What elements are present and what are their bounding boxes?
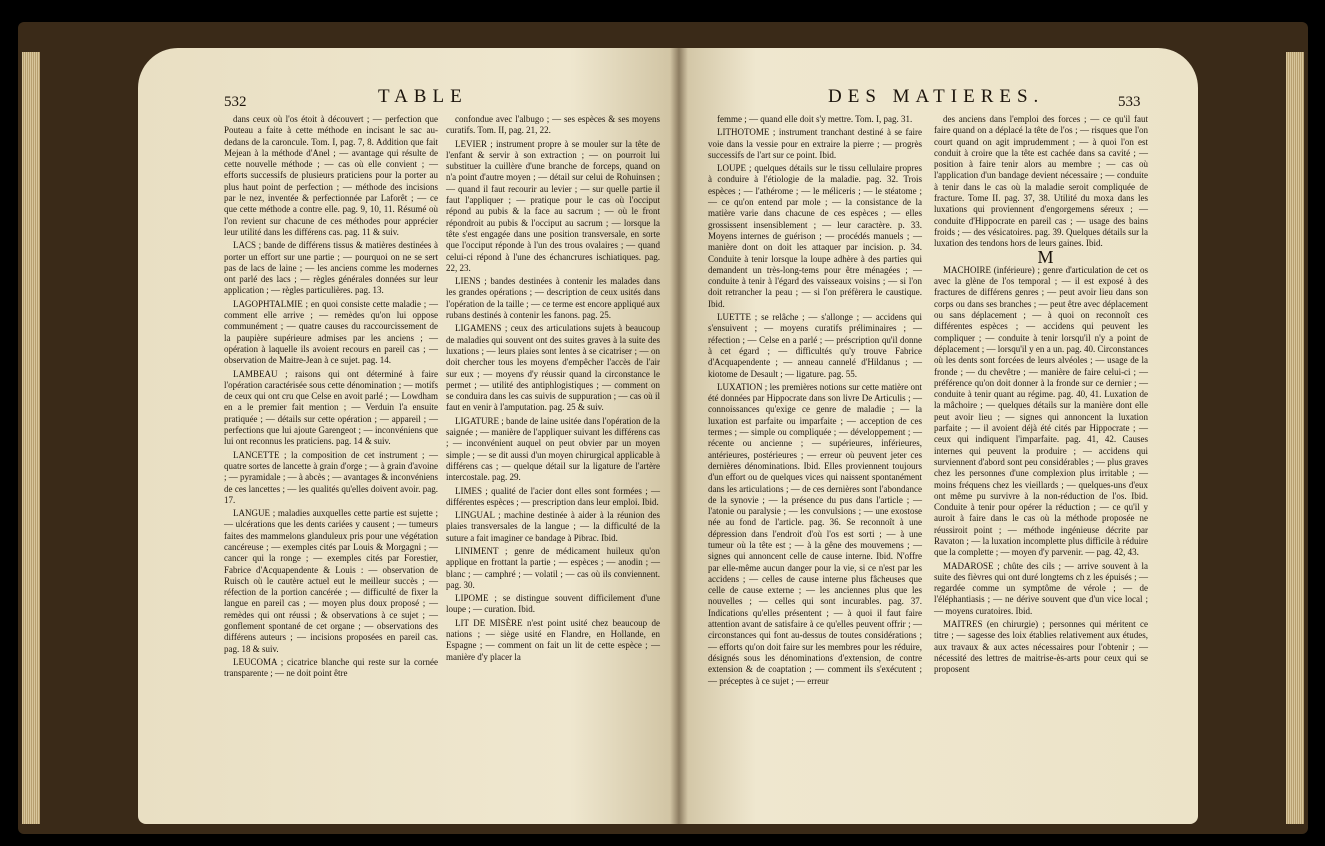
index-entry: LIGATURE ; bande de laine usitée dans l'opération de la saignée ; — manière de l'appliquer suivant les différens cas ; — inconvénient auquel on peut obvier par un moyen simple ; — se dit aussi d'un moyen chirurgical applicable à différens cas ; — quelque détail sur la ligature de l'artère intercostale. pag. 29. (446, 415, 660, 483)
index-entry: LANGUE ; maladies auxquelles cette partie est sujette ; — ulcérations que les dents cariées y causent ; — tumeurs faites des mammelons glanduleux pris pour une végétation cancéreuse ; — exemples cités par Louis & Morgagni ; — cancer qui la ronge ; — exemples cités par Forestier, Fabrice d'Acquapendente & Louis : — observation de Ruisch où le cautère actuel eut le meilleur succès ; — réfection de la portion cancérée ; — difficulté de fixer la langue en pareil cas ; — moyen plus doux proposé ; — remèdes qui ont réussi ; & observations à ce sujet ; — gonflement spontané de cet organe ; — observations des différens auteurs ; — incisions proposées en pareil cas. pag. 18 & suiv. (224, 508, 438, 654)
right-page (678, 48, 1198, 824)
index-entry: dans ceux où l'os étoit à découvert ; — perfection que Pouteau a faite à cette méthode en incisant le sac au-dedans de la caroncule. Tom. I, pag. 7, 8. Addition que fait Mejean à la méthode d'Anel ; — avantage qui résulte de cette nouvelle méthode ; — cas où elle convient ; — efforts successifs de plusieurs praticiens pour la porter au plus haut point de perfection ; — méthode des incisions par le nez, inventée & perfectionnée par Laforêt ; — ce que cette méthode a contre elle. pag. 9, 10, 11. Résumé où l'on revient sur chacune de ces méthodes pour apprécier leur utilité dans les différens cas. pag. 11 & suiv. (224, 114, 438, 237)
left-column-2 (446, 114, 660, 665)
index-entry: femme ; — quand elle doit s'y mettre. Tom. I, pag. 31. (717, 114, 913, 124)
index-entry: MAITRES (en chirurgie) ; personnes qui méritent ce titre ; — sagesse des loix établies relativement aux études, aux travaux & aux actes nécessaires pour l'obtenir ; — nécessité des lettres de maitrise-ès-arts pour ceux qui se proposent (934, 619, 1148, 675)
index-entry: LUXATION ; les premières notions sur cette matière ont été données par Hippocrate dans son livre De Articulis ; — connoissances qu'exige ce genre de maladie ; — la luxation est parfaite ou imparfaite ; — acception de ces termes ; — simple ou compliquée ; — développement ; — récente ou ancienne ; — supérieures, inférieures, antérieures, postérieures ; — erreur où peuvent jeter ces dernières dénominations. Ibid. Elles proviennent toujours d'un effort ou de quelques vices qui naissent spontanément dans les articulations ; — de ces dernières sont l'abondance de la synovie ; — la présence du pus dans l'article ; — l'atonie ou paralysie ; — les convulsions ; — une exostose née au fond de l'article. pag. 36. Se reconnoît à une dépression dans l'endroit d'où l'os est sorti ; — à une tumeur où la tête est ; — à la gêne des mouvemens ; — signes qui annoncent celle de cause interne. Ibid. N'offre par elle-même aucun danger pour la vie, si ce n'est par les accidens ; — celles de cause interne plus fâcheuses que celle de cause externe ; — les anciennes plus que les nouvelles ; — celles qui sont incurables. pag. 37. Indications qu'elles présentent ; — à quoi il faut faire attention avant de satisfaire à ce qu'elles peuvent offrir ; — circonstances qui font au-dessus de toutes considérations ; — efforts qu'on doit faire sur les membres pour les réduire, désignés sous les dénominations d'extension, de contre extension & de coaptation ; — comment ils s'exécutent ; — préceptes à ce sujet ; — erreur (708, 381, 922, 686)
page-number-left: 532 (224, 94, 247, 110)
index-entry: LAMBEAU ; raisons qui ont déterminé à faire l'opération caractérisée sous cette dénomination ; — motifs de ceux qui ont cru que Celse en avoit parlé ; — Lowdham en a le premier fait mention ; — Verduin l'a ensuite pratiquée ; — détails sur cette opération ; — appareil ; — perfections que lui ajoute Garengeot ; — inconvéniens que lui ont reconnus les praticiens. pag. 14 & suiv. (224, 368, 438, 447)
index-entry: LIENS ; bandes destinées à contenir les malades dans les grandes opérations ; — description de ceux usités dans l'opération de la taille ; — ce terme est encore appliqué aux rubans destinés à contenir les fanons. pag. 25. (446, 276, 660, 321)
index-entry: LIT DE MISÈRE n'est point usité chez beaucoup de nations ; — siège usité en Flandre, en Hollande, en Espagne ; — comment on fait un lit de cette espèce ; — manière d'y placer la (446, 617, 660, 662)
index-entry: MADAROSE ; chûte des cils ; — arrive souvent à la suite des fièvres qui ont duré longtems ch z les épuisés ; — regardée comme un symptôme de vérole ; — de l'éléphantiasis ; — ne dérive souvent que d'un vice local ; — moyens curatoires. Ibid. (934, 560, 1148, 616)
book-gutter (670, 48, 688, 824)
index-entry: MACHOIRE (inférieure) ; genre d'articulation de cet os avec la glène de l'os temporal ; — il est exposé à des fractures de différens genres ; — peut avoir lieu dans son corps ou dans ses branches ; — peut être avec déplacement ou sans déplacement ; — à quoi on reconnoît ces différentes espèces ; — accidens qui peuvent les compliquer ; — conduite à tenir lorsqu'il n'y a point de déplacement ; — lorsqu'il y en a un. pag. 40. Circonstances où les dents sont forcées de leurs alvéoles ; — usage de la fronde ; — du chevêtre ; — manière de faire celui-ci ; — préférence qu'on doit donner à la fronde sur ce dernier ; — conduite à tenir quant au régime. pag. 40, 41. Luxation de la mâchoire ; — quelques détails sur la manière dont elle peut avoir lieu ; — signes qui annoncent la luxation parfaite ; — il avoient déjà été cités par Hippocrate ; — ceux qui indiquent l'imparfaite. pag. 41, 42. Causes internes qui peuvent la produire ; — accidens qui surviennent d'abord sont peu considérables ; — plus graves chez les personnes d'une complexion plus irritable ; — moins fréquens chez les vieillards ; — quelques-uns d'eux ont même pu survivre à la non-réduction de l'os. Ibid. Conduite à tenir pour opérer la réduction ; — ce qu'il y auroit à faire dans le cas où la méthode proposée ne réussiroit point ; — méthode ingénieuse décrite par Ravaton ; — la luxation incomplette plus difficile à réduire que la complette ; — moyen d'y parvenir. — pag. 42, 43. (934, 264, 1148, 558)
left-page (138, 48, 678, 824)
page-number-right: 533 (1118, 94, 1141, 110)
page-edges-right (1286, 52, 1304, 824)
index-entry: LIGAMENS ; ceux des articulations sujets à beaucoup de maladies qui souvent ont des suites graves à la suite des luxations ; — leurs plaies sont lentes à se cicatriser ; — on doit chercher tous les moyens d'empêcher l'accès de l'air sur eux ; — moyens d'y réussir quand la circonstance le permet ; — utilité des antiphlogistiques ; — comment on se conduira dans les cas suivis de suppuration ; — cas où il faut en venir à l'amputation. pag. 25 & suiv. (446, 323, 660, 413)
open-book (18, 22, 1308, 834)
index-entry: confondue avec l'albugo ; — ses espèces & ses moyens curatifs. Tom. II, pag. 21, 22. (446, 114, 660, 136)
index-entry: LACS ; bande de différens tissus & matières destinées à porter un effort sur une partie ; — pourquoi on ne se sert pas de lacs de laine ; — les anciens comme les modernes ont parlé des lacs ; — règles générales données sur leur application ; — règles particulières. pag. 13. (224, 240, 438, 296)
running-head-left: TABLE (378, 86, 468, 107)
index-entry: LOUPE ; quelques détails sur le tissu cellulaire propres à conduire à l'étiologie de la maladie. pag. 32. Trois espèces ; — l'athérome ; — le méliceris ; — le stéatome ; — ce qu'on entend par mole ; — la consistance de la matière varie dans chacune de ces espèces ; — elles grossissent insensiblement ; — leur caractère. p. 33. Moyens internes de guérison ; — procédés manuels ; — manière dont on doit les attaquer par incision. p. 34. Conduite à tenir lorsque la loupe adhère à des parties qui demandent un très-long-tems pour être ménagées ; — conduite à tenir à l'égard des vaisseaux voisins ; — si l'on doit retrancher la peau ; — si l'on préfèrera le caustique. Ibid. (708, 163, 922, 309)
running-head-right: DES MATIERES. (828, 86, 1045, 107)
index-entry: LANCETTE ; la composition de cet instrument ; — quatre sortes de lancette à grain d'orge ; — à grain d'avoine ; — pyramidale ; — à abcès ; — avantages & inconvéniens de ces lancettes ; — les qualités qu'elles doivent avoir. pag. 17. (224, 449, 438, 505)
left-column-1 (224, 114, 438, 682)
index-entry: LIMES ; qualité de l'acier dont elles sont formées ; — différentes espèces ; — prescription dans leur emploi. Ibid. (446, 485, 660, 507)
index-entry: LEVIER ; instrument propre à se mouler sur la tête de l'enfant & servir à son extraction ; — on pourroit lui substituer la cuillère d'une branche de forceps, quand on n'a point d'autre moyen ; — détail sur celui de Rohuinsen ; — quand il faut recourir au levier ; — sur quelle partie il faut l'appliquer ; — pratique pour le cas où l'occiput répond au pubis & la face au sacrum ; — où le front répondroit au pubis & l'occiput au sacrum ; — lorsque la tête s'est engagée dans une position transversale, en sorte que l'occiput réponde à l'un des trous ovalaires ; — quand celui-ci répond à l'une des échancrures ischiatiques. pag. 22, 23. (446, 138, 660, 273)
right-column-1 (708, 114, 922, 689)
index-entry: des anciens dans l'emploi des forces ; — ce qu'il faut faire quand on a déplacé la tête de l'os ; — risques que l'on court quand on agit imprudemment ; — à quoi l'on est conduit à croire que la tête est cachée dans sa cavité ; — position à faire tenir alors au membre ; — cas où l'application d'un bandage devient nécessaire ; — conduite à tenir dans le cas où la maladie seroit compliquée de fracture. Tome II. pag. 37, 38. Utilité du moxa dans les luxations qui proviennent d'engorgemens séreux ; — conduite d'Hippocrate en pareil cas ; — usage des bains froids ; — des vésicatoires. pag. 39. Quelques détails sur la luxation des tendons hors de leurs gaines. Ibid. (934, 114, 1148, 249)
page-edges-left (22, 52, 40, 824)
index-entry: LEUCOMA ; cicatrice blanche qui reste sur la cornée transparente ; — ne doit point être (224, 656, 438, 679)
index-entry: LINIMENT ; genre de médicament huileux qu'on applique en frottant la partie ; — espèces ; — anodin ; — blanc ; — camphré ; — volatil ; — cas où ils conviennent. pag. 30. (446, 545, 660, 590)
index-entry: LITHOTOME ; instrument tranchant destiné à se faire voie dans la vessie pour en extraire la pierre ; — progrès successifs de l'art sur ce point. Ibid. (708, 127, 922, 160)
index-entry: LAGOPHTALMIE ; en quoi consiste cette maladie ; — comment elle arrive ; — remèdes qu'on lui oppose communément ; — quatre causes du raccourcissement de la paupière supérieure admises par les anciens ; — opération à laquelle ils avoient recours en pareil cas ; — observation de Maitre-Jean à ce sujet. pag. 14. (224, 298, 438, 366)
index-entry: LUETTE ; se relâche ; — s'allonge ; — accidens qui s'ensuivent ; — moyens curatifs préliminaires ; — réfection ; — Celse en a parlé ; — préscription qu'il donne à cet égard ; — difficultés qu'y trouve Fabrice d'Acquapendente ; — anneau cannelé d'Hildanus ; — kiotome de Desault ; — ligature. pag. 55. (708, 312, 922, 379)
right-column-2 (934, 114, 1148, 678)
index-entry: LIPOME ; se distingue souvent difficilement d'une loupe ; — curation. Ibid. (446, 593, 660, 615)
section-letter: M (1037, 246, 1054, 267)
index-entry: LINGUAL ; machine destinée à aider à la réunion des plaies transversales de la langue ; — la difficulté de la suture a fait imaginer ce bandage à Pibrac. Ibid. (446, 510, 660, 543)
